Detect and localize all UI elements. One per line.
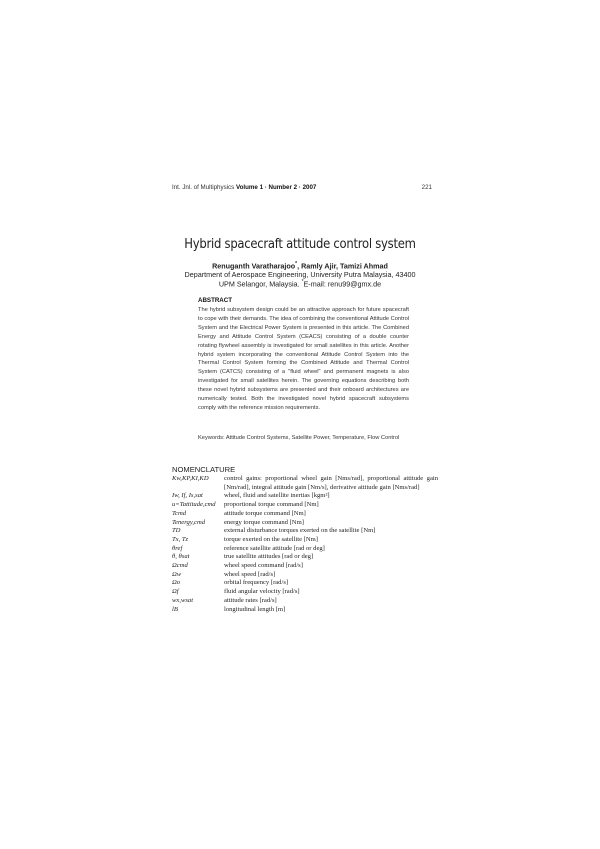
- nomenclature-symbol: Ωcmd: [172, 562, 188, 570]
- nomenclature-row: [172, 475, 438, 492]
- nomenclature-symbol: Ωo: [172, 579, 181, 587]
- nomenclature-symbol: Tenergy,cmd: [172, 518, 206, 526]
- nomenclature-definition: external disturbance torques exerted on the satellite [Nm]: [224, 527, 376, 535]
- nomenclature-list: [172, 475, 438, 614]
- nomenclature-heading: NOMENCLATURE: [172, 465, 236, 474]
- author-line: [0, 261, 600, 270]
- nomenclature-definition: torque exerted on the satellite [Nm]: [224, 535, 318, 543]
- nomenclature-row: [172, 579, 438, 588]
- nomenclature-row: [172, 588, 438, 597]
- journal-volume: Volume 1 · Number 2 · 2007: [235, 184, 317, 191]
- nomenclature-symbol: lB: [172, 605, 178, 613]
- nomenclature-definition: fluid angular velocity [rad/s]: [224, 588, 300, 596]
- corresponding-mark: *: [295, 261, 298, 267]
- nomenclature-row: [172, 597, 438, 606]
- nomenclature-definition: wheel speed [rad/s]: [224, 570, 276, 578]
- nomenclature-row: [172, 553, 438, 562]
- nomenclature-row: [172, 501, 438, 510]
- nomenclature-symbol: u=Tattitude,cmd: [172, 501, 216, 509]
- page-number: 221: [421, 184, 432, 191]
- journal-name: Int. Jnl. of Multiphysics: [172, 184, 235, 191]
- co-authors: , Ramly Ajir, Tamizi Ahmad: [297, 261, 388, 271]
- nomenclature-row: [172, 606, 438, 615]
- nomenclature-definition: control gains: proportional wheel gain [Nms/rad], proportional attitude gain [Nm/rad], integral attitude gain [Nm/s], derivative attitude gain [Nms/rad]: [224, 475, 438, 491]
- nomenclature-definition: reference satellite attitude [rad or deg]: [224, 544, 325, 552]
- nomenclature-symbol: Iw, If, Is,sat: [172, 492, 203, 500]
- nomenclature-definition: proportional torque command [Nm]: [224, 501, 319, 509]
- nomenclature-row: [172, 545, 438, 554]
- affiliation-line-1: Department of Aerospace Engineering, University Putra Malaysia, 43400: [184, 270, 416, 279]
- lead-author: Renuganth Varatharajoo: [212, 261, 296, 271]
- nomenclature-definition: attitude torque command [Nm]: [224, 509, 306, 517]
- nomenclature-row: [172, 536, 438, 545]
- nomenclature-symbol: Ωf: [172, 588, 179, 596]
- nomenclature-row: [172, 510, 438, 519]
- nomenclature-symbol: TD: [172, 527, 181, 535]
- nomenclature-definition: true satellite attitudes [rad or deg]: [224, 553, 314, 561]
- keywords: Keywords: Attitude Control Systems, Satellite Power, Temperature, Flow Control: [198, 435, 400, 441]
- nomenclature-symbol: wx,wsat: [172, 596, 194, 604]
- nomenclature-row: [172, 519, 438, 528]
- abstract-body: The hybrid subsystem design could be an attractive approach for future spacecraft to cope with their demands. The idea of combining the conventional Attitude Control System and the Electrical Power System is presented in this article. The Combined Energy and Attitude Control System (CEACS) consisting of a double counter rotating flywheel assembly is investigated for small satellites in this article. Another hybrid system incorporating the conventional Attitude Control System into the Thermal Control System forming the Combined Attitude and Thermal Control System (CATCS) consisting of a "fluid wheel" and permanent magnets is also investigated for small satellites herein. The governing equations describing both these novel hybrid subsystems are presented and their onboard architectures are numerically tested. Both the investigated novel hybrid spacecraft subsystems comply with the reference mission requirements.: [198, 307, 409, 411]
- nomenclature-definition: wheel, fluid and satellite inertias [kgm²]: [224, 492, 330, 500]
- nomenclature-row: [172, 492, 438, 501]
- affiliation-location: UPM Selangor, Malaysia.: [218, 279, 302, 289]
- nomenclature-definition: attitude rates [rad/s]: [224, 596, 277, 604]
- affiliation-line-2: [0, 279, 600, 288]
- nomenclature-definition: wheel speed command [rad/s]: [224, 562, 303, 570]
- abstract-heading: ABSTRACT: [198, 297, 233, 304]
- nomenclature-definition: orbital frequency [rad/s]: [224, 579, 289, 587]
- nomenclature-symbol: Ωw: [172, 570, 182, 578]
- nomenclature-row: [172, 571, 438, 580]
- email-mark: *: [301, 279, 304, 285]
- nomenclature-symbol: Tx, Tz: [172, 535, 189, 543]
- nomenclature-row: [172, 527, 438, 536]
- author-email: E-mail: renu99@gmx.de: [303, 279, 382, 289]
- nomenclature-symbol: Tcmd: [172, 509, 187, 517]
- nomenclature-definition: longitudinal length [m]: [224, 605, 286, 613]
- nomenclature-symbol: θ, θsat: [172, 553, 190, 561]
- nomenclature-symbol: θref: [172, 544, 183, 552]
- nomenclature-symbol: Kw,KP,KI,KD: [172, 475, 209, 482]
- nomenclature-definition: energy torque command [Nm]: [224, 518, 304, 526]
- running-head: [172, 184, 432, 191]
- nomenclature-row: [172, 562, 438, 571]
- paper-title: Hybrid spacecraft attitude control system: [184, 236, 416, 252]
